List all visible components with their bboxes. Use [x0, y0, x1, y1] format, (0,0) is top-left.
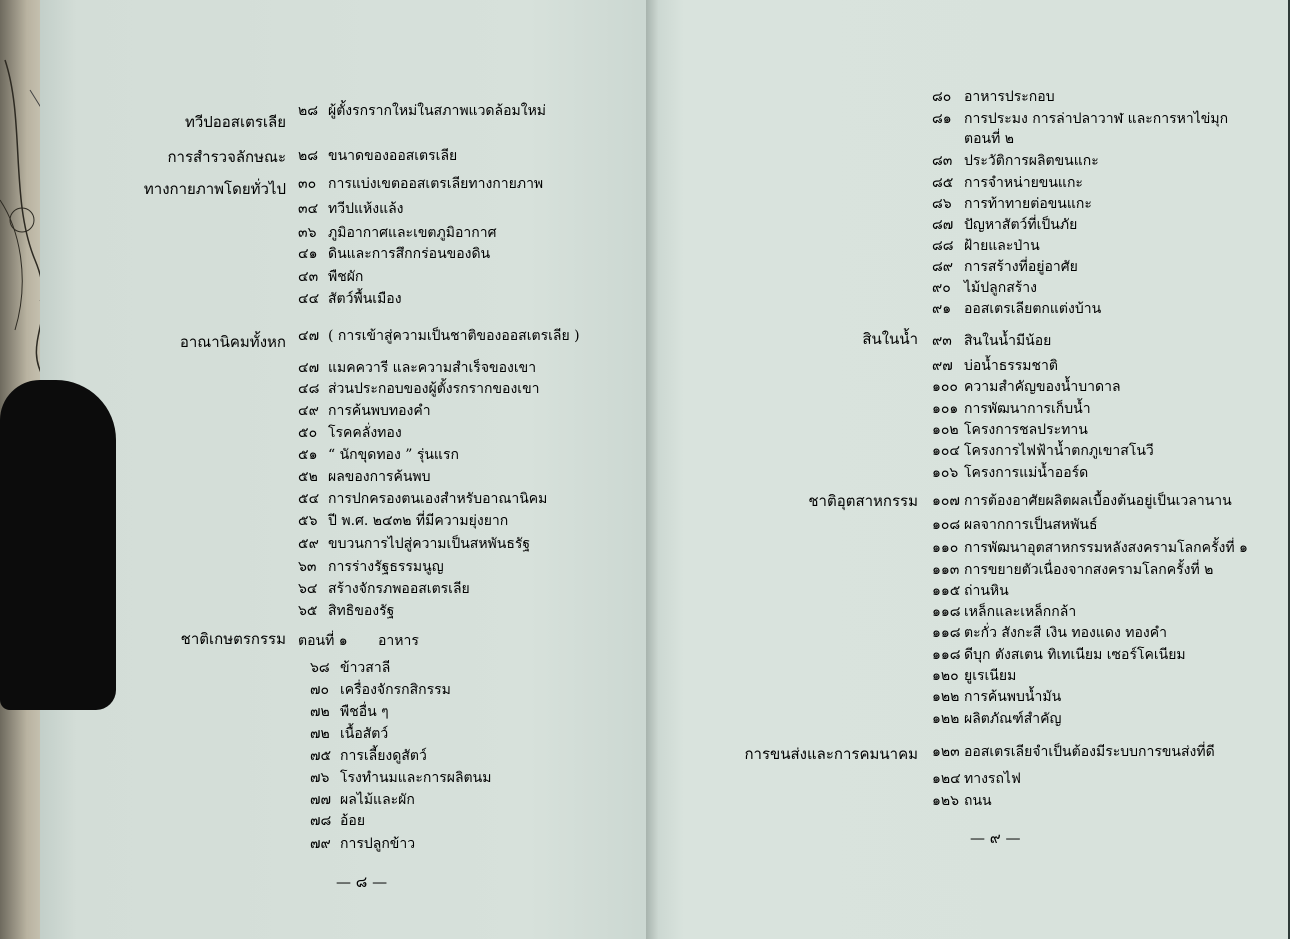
toc-entry: ๔๙ การค้นพบทองคำ	[298, 403, 431, 419]
toc-entry: ๗๘ อ้อย	[310, 813, 366, 829]
toc-entry: ๑๐๔ โครงการไฟฟ้าน้ำตกภูเขาสโนวี	[932, 443, 1154, 459]
toc-entry: ๑๑๘ เหล็กและเหล็กกล้า	[932, 604, 1077, 620]
toc-entry: ๘๐ อาหารประกอบ	[932, 89, 1055, 105]
toc-entry: ๑๒๒ การค้นพบน้ำมัน	[932, 689, 1062, 705]
toc-entry: ๗๙ การปลูกข้าว	[310, 836, 416, 852]
toc-entry: ๙๗ บ่อน้ำธรรมชาติ	[932, 358, 1058, 374]
toc-entry: ๑๒๓ ออสเตรเลียจำเป็นต้องมีระบบการขนส่งที่ดี	[932, 744, 1215, 760]
section-heading: อาณานิคมทั้งหก	[179, 333, 286, 351]
toc-entry: ๕๖ ปี พ.ศ. ๒๔๓๒ ที่มีความยุ่งยาก	[298, 513, 509, 529]
toc-entry: ๖๓ การร่างรัฐธรรมนูญ	[298, 559, 444, 575]
toc-entry: ๗๖ โรงทำนมและการผลิตนม	[310, 770, 492, 786]
toc-entry: ๑๑๕ ถ่านหิน	[932, 583, 1009, 599]
toc-entry: ๓๔ ทวีปแห้งแล้ง	[298, 201, 404, 217]
toc-entry: ๑๒๖ ถนน	[932, 793, 992, 809]
toc-entry: ๕๔ การปกครองตนเองสำหรับอาณานิคม	[298, 491, 548, 507]
section-heading: ชาติเกษตรกรรม	[180, 630, 286, 648]
toc-entry: ๔๗ แมคควารี และความสำเร็จของเขา	[298, 360, 537, 376]
toc-entry: ๙๐ ไม้ปลูกสร้าง	[932, 280, 1037, 296]
toc-entry: ๑๐๐ ความสำคัญของน้ำบาดาล	[932, 379, 1121, 395]
toc-entry: ๘๓ ประวัติการผลิตขนแกะ	[932, 153, 1099, 169]
page-number: — ๘ —	[336, 873, 388, 891]
book-gutter	[646, 0, 658, 939]
toc-entry: ๘๖ การท้าทายต่อขนแกะ	[932, 196, 1092, 212]
toc-entry: ๑๐๖ โครงการแม่น้ำออร์ด	[932, 465, 1089, 481]
toc-entry: ๗๕ การเลี้ยงดูสัตว์	[310, 748, 427, 764]
toc-entry: ๑๑๘ ตะกั่ว สังกะสี เงิน ทองแดง ทองคำ	[932, 625, 1167, 641]
toc-entry: ๘๗ ปัญหาสัตว์ที่เป็นภัย	[932, 217, 1078, 233]
section-heading: การขนส่งและการคมนาคม	[744, 745, 918, 763]
toc-entry: ตอนที่ ๑ อาหาร	[298, 633, 419, 649]
toc-entry: ๑๒๔ ทางรถไฟ	[932, 771, 1021, 787]
toc-entry: ๕๒ ผลของการค้นพบ	[298, 469, 431, 485]
toc-entry: ตอนที่ ๒	[964, 131, 1014, 147]
toc-entry: ๒๘ ขนาดของออสเตรเลีย	[298, 148, 458, 164]
toc-entry: ๑๑๘ ดีบุก ตังสเตน ทิเทเนียม เซอร์โคเนียม	[932, 647, 1186, 663]
toc-entry: ๑๐๗ การต้องอาศัยผลิตผลเบื้องต้นอยู่เป็นเวลานาน	[932, 493, 1232, 509]
section-heading: ทวีปออสเตรเลีย	[184, 113, 286, 131]
section-heading: การสำรวจลักษณะ	[167, 148, 286, 166]
toc-entry: ๕๙ ขบวนการไปสู่ความเป็นสหพันธรัฐ	[298, 536, 531, 552]
toc-entry: ๔๓ พืชผัก	[298, 269, 364, 285]
toc-entry: ๘๕ การจำหน่ายขนแกะ	[932, 175, 1083, 191]
toc-entry: ๗๗ ผลไม้และผัก	[310, 792, 415, 808]
toc-entry: ๔๗ ( การเข้าสู่ความเป็นชาติของออสเตรเลีย )	[298, 328, 580, 344]
toc-entry: ๕๐ โรคคลั่งทอง	[298, 425, 402, 441]
toc-entry: ๑๐๑ การพัฒนาการเก็บน้ำ	[932, 401, 1091, 417]
toc-entry: ๙๓ สินในน้ำมีน้อย	[932, 333, 1052, 349]
thumb-shadow	[0, 380, 116, 710]
section-heading: ชาติอุตสาหกรรม	[808, 492, 918, 510]
toc-entry: ๑๑๓ การขยายตัวเนื่องจากสงครามโลกครั้งที่ ๒	[932, 562, 1214, 578]
section-heading: ทางกายภาพโดยทั่วไป	[143, 180, 286, 198]
toc-entry: ๓๐ การแบ่งเขตออสเตรเลียทางกายภาพ	[298, 176, 544, 192]
toc-entry: ๑๐๘ ผลจากการเป็นสหพันธ์	[932, 517, 1098, 533]
toc-entry: ๘๑ การประมง การล่าปลาวาฬ และการหาไข่มุก	[932, 111, 1229, 127]
toc-entry: ๖๕ สิทธิของรัฐ	[298, 603, 395, 619]
toc-entry: ๗๒ พืชอื่น ๆ	[310, 704, 389, 720]
toc-entry: ๔๘ ส่วนประกอบของผู้ตั้งรกรากของเขา	[298, 381, 540, 397]
toc-entry: ๖๘ ข้าวสาลี	[310, 660, 391, 676]
toc-entry: ๒๘ ผู้ตั้งรกรากใหม่ในสภาพแวดล้อมใหม่	[298, 103, 547, 119]
toc-entry: ๘๙ การสร้างที่อยู่อาศัย	[932, 259, 1078, 275]
toc-entry: ๖๔ สร้างจักรภพออสเตรเลีย	[298, 581, 470, 597]
toc-entry: ๗๒ เนื้อสัตว์	[310, 726, 389, 742]
toc-entry: ๑๒๒ ผลิตภัณฑ์สำคัญ	[932, 711, 1062, 727]
toc-entry: ๕๑ “ นักขุดทอง ” รุ่นแรก	[298, 447, 459, 463]
toc-entry: ๔๔ สัตว์พื้นเมือง	[298, 291, 402, 307]
toc-entry: ๑๒๐ ยูเรเนียม	[932, 668, 1017, 684]
toc-entry: ๘๘ ฝ้ายและป่าน	[932, 238, 1040, 254]
toc-entry: ๙๑ ออสเตรเลียตกแต่งบ้าน	[932, 301, 1102, 317]
toc-entry: ๗๐ เครื่องจักรกสิกรรม	[310, 682, 451, 698]
toc-entry: ๑๐๒ โครงการชลประทาน	[932, 422, 1088, 438]
page-number: — ๙ —	[970, 829, 1021, 847]
toc-entry: ๓๖ ภูมิอากาศและเขตภูมิอากาศ	[298, 225, 497, 241]
section-heading: สินในน้ำ	[862, 330, 918, 348]
toc-entry: ๑๑๐ การพัฒนาอุตสาหกรรมหลังสงครามโลกครั้งที่ ๑	[932, 540, 1248, 556]
toc-entry: ๔๑ ดินและการสึกกร่อนของดิน	[298, 246, 491, 262]
